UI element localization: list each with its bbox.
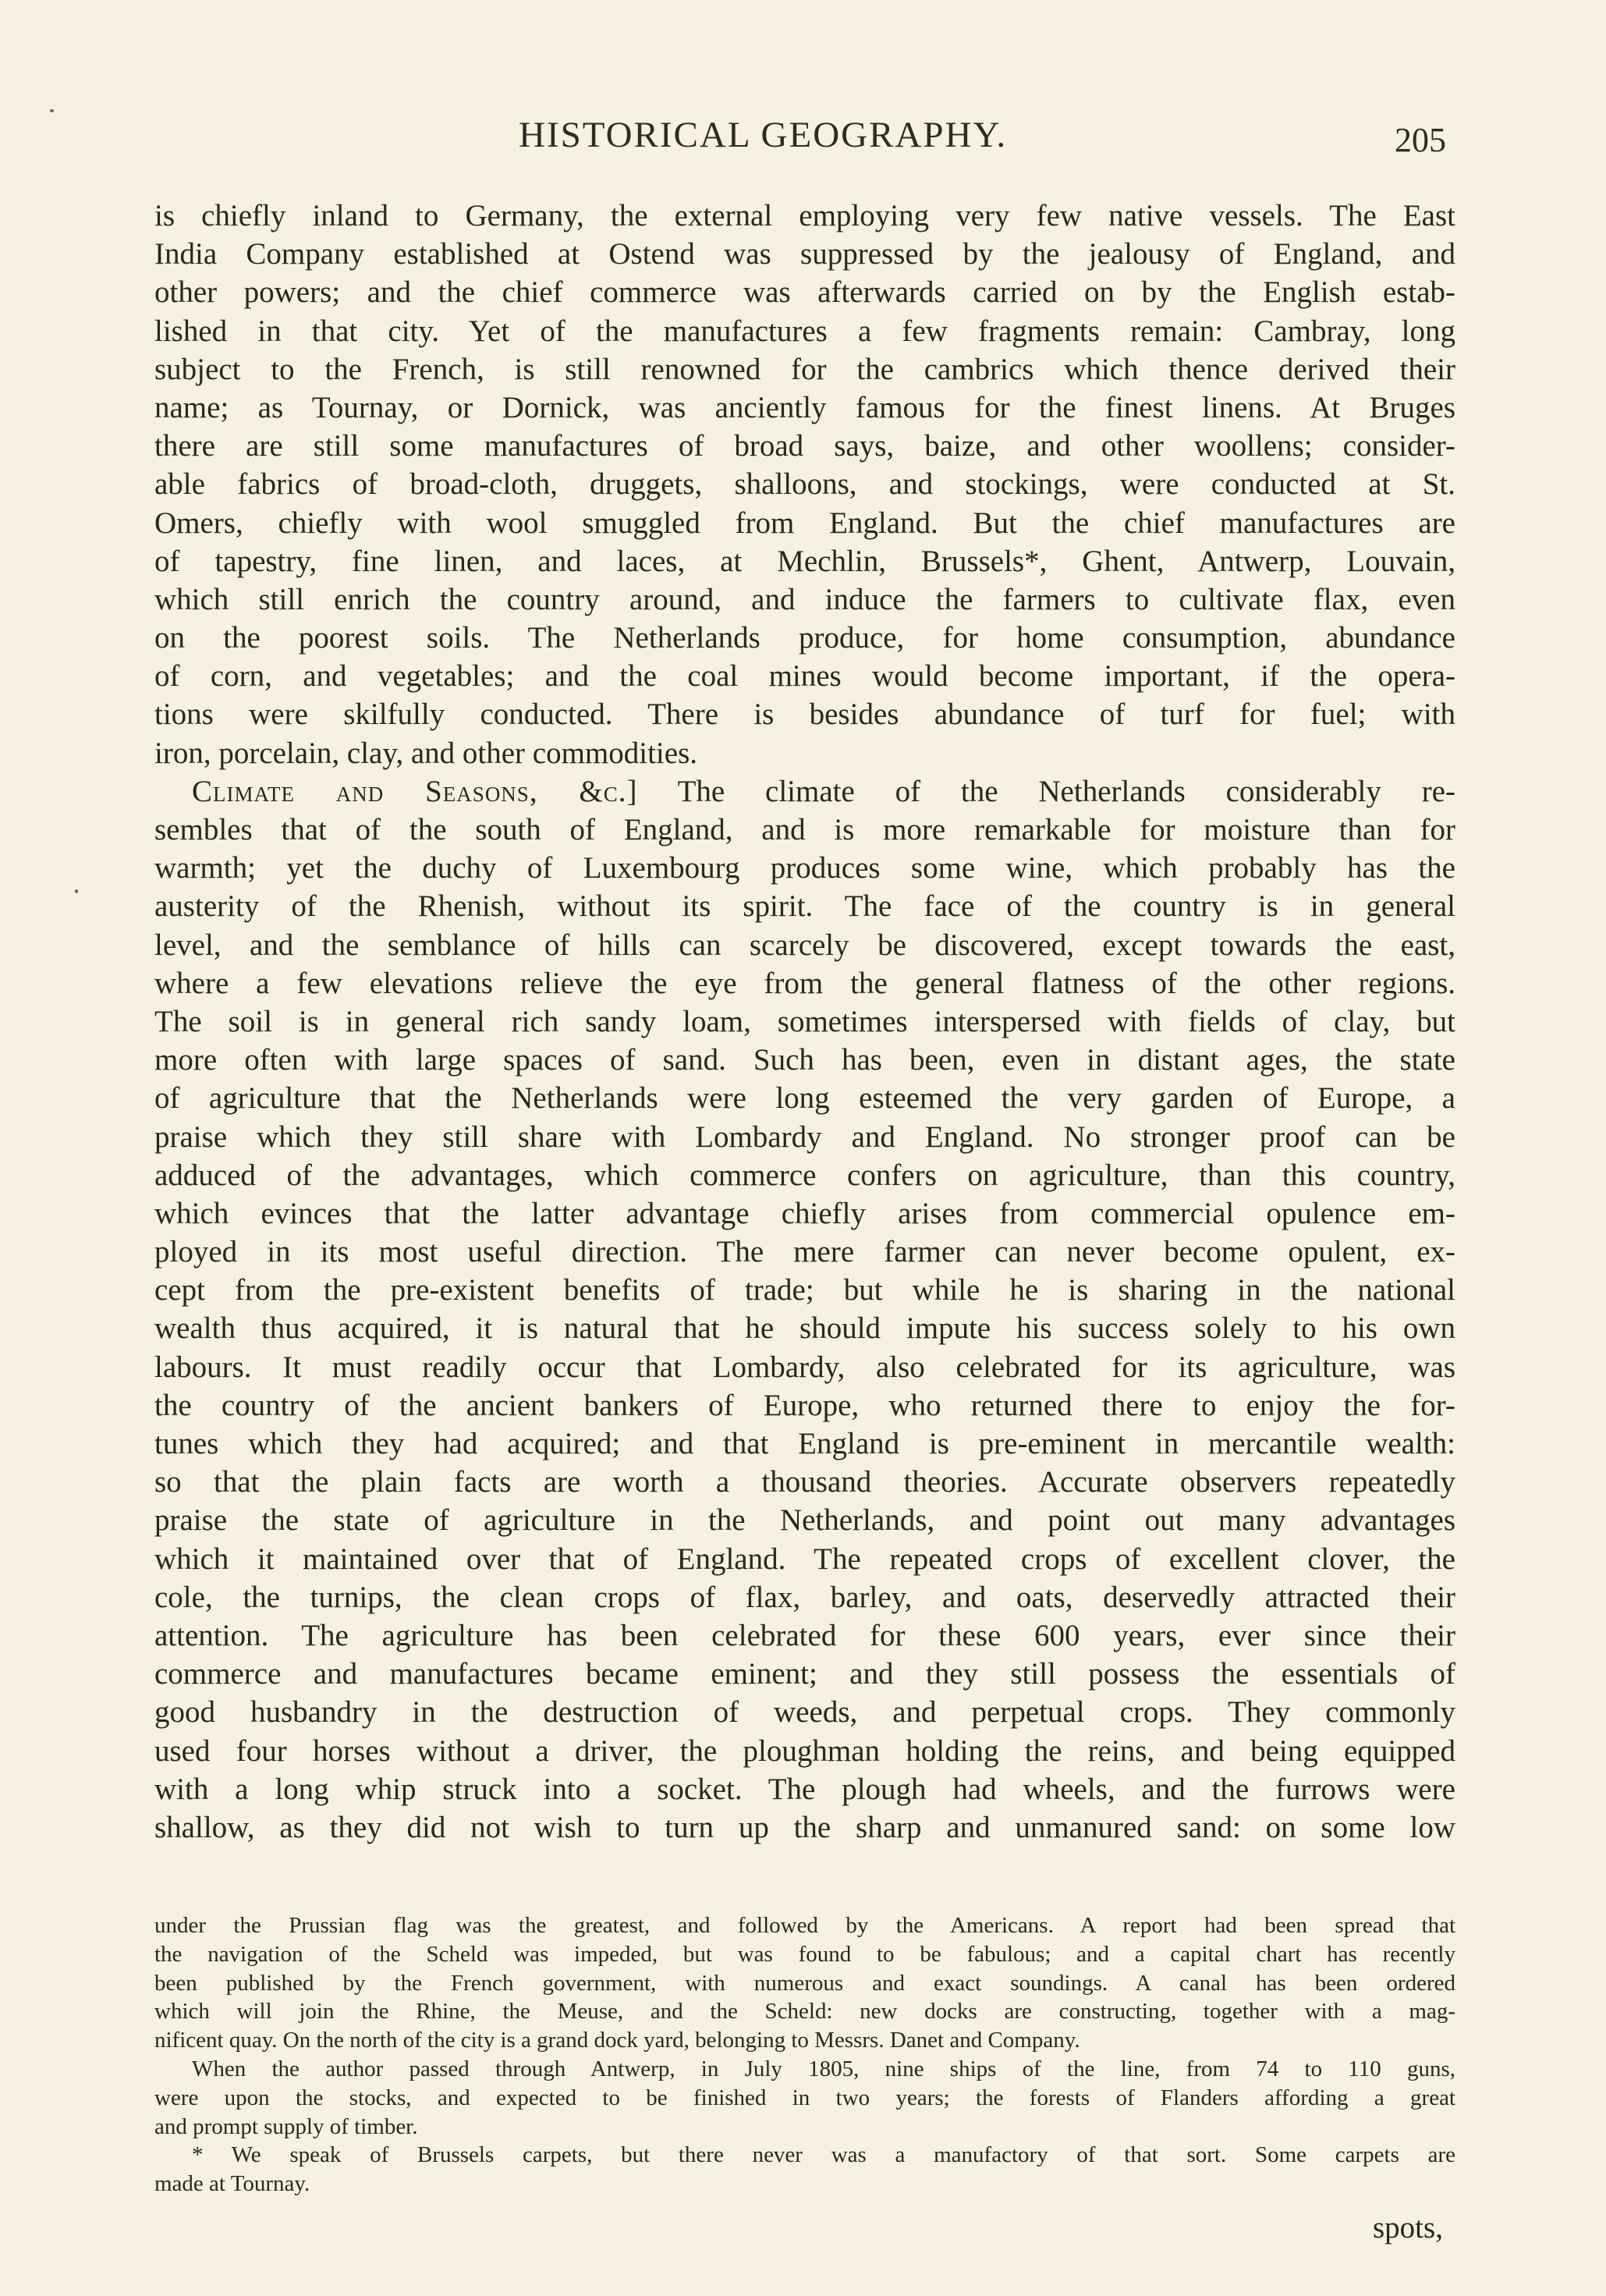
- footnote-line: When the author passed through Antwerp, in July 1805, nine ships of the line, from 74 to 110 guns,: [192, 2056, 1455, 2081]
- section-line: which it maintained over that of England. The repeated crops of excellent clover, the: [154, 1542, 1455, 1576]
- section-line: The climate of the Netherlands considerably re-: [677, 774, 1455, 808]
- section-line: attention. The agriculture has been celebrated for these 600 years, ever since their: [154, 1618, 1455, 1652]
- body-line: there are still some manufactures of broad says, baize, and other woollens; consider-: [154, 429, 1455, 463]
- running-head: [0, 114, 1606, 161]
- section-line: austerity of the Rhenish, without its spirit. The face of the country is in general: [154, 889, 1455, 924]
- footnote-line: and prompt supply of timber.: [154, 2113, 418, 2139]
- body-line: which still enrich the country around, and induce the farmers to cultivate flax, even: [154, 582, 1455, 616]
- body-line: subject to the French, is still renowned for the cambrics which thence derived their: [154, 352, 1455, 386]
- body-line: tions were skilfully conducted. There is besides abundance of turf for fuel; with: [154, 697, 1455, 732]
- body-line: is chiefly inland to Germany, the external employing very few native vessels. The East: [154, 199, 1455, 232]
- section-line: the country of the ancient bankers of Europe, who returned there to enjoy the for-: [154, 1388, 1455, 1422]
- section-line: commerce and manufactures became eminent; and they still possess the essentials of: [154, 1657, 1455, 1691]
- section-line: with a long whip struck into a socket. The plough had wheels, and the furrows were: [154, 1772, 1455, 1806]
- footnote-carpets: * We speak of Brussels carpets, but there never was a manufactory of that sort. Some carpets are: [192, 2142, 1455, 2168]
- section-line: so that the plain facts are worth a thousand theories. Accurate observers repeatedly: [154, 1465, 1455, 1499]
- section-line: adduced of the advantages, which commerce confers on agriculture, than this country,: [154, 1158, 1455, 1192]
- section-line: cole, the turnips, the clean crops of flax, barley, and oats, deservedly attracted their: [154, 1580, 1455, 1614]
- section-line: shallow, as they did not wish to turn up the sharp and unmanured sand: on some low: [154, 1810, 1455, 1844]
- body-line: other powers; and the chief commerce was afterwards carried on by the English estab-: [154, 275, 1455, 310]
- section-heading: Climate and Seasons, &c.]: [192, 774, 638, 808]
- section-first-line: [154, 772, 1455, 811]
- body-line: able fabrics of broad-cloth, druggets, shalloons, and stockings, were conducted at St.: [154, 467, 1455, 502]
- body-line: of corn, and vegetables; and the coal mines would become important, if the opera-: [154, 659, 1455, 694]
- catchword: spots,: [1373, 2211, 1443, 2245]
- running-head-title: HISTORICAL GEOGRAPHY.: [519, 115, 1008, 155]
- main-text-block: [154, 197, 1455, 1847]
- section-line: wealth thus acquired, it is natural that he should impute his success solely to his own: [154, 1311, 1455, 1346]
- body-line: lished in that city. Yet of the manufactures a few fragments remain: Cambray, long: [154, 314, 1455, 348]
- section-line: praise which they still share with Lombardy and England. No stronger proof can be: [154, 1120, 1455, 1154]
- section-line: labours. It must readily occur that Lombardy, also celebrated for its agriculture, was: [154, 1350, 1455, 1384]
- paper-speck: [50, 109, 54, 112]
- page-number: 205: [1395, 121, 1446, 159]
- footnote-line: which will join the Rhine, the Meuse, and the Scheld: new docks are constructing, together with a mag-: [154, 1999, 1455, 2025]
- body-line: name; as Tournay, or Dornick, was anciently famous for the finest linens. At Bruges: [154, 390, 1455, 424]
- section-line: warmth; yet the duchy of Luxembourg produces some wine, which probably has the: [154, 851, 1455, 885]
- section-line: tunes which they had acquired; and that England is pre-eminent in mercantile wealth:: [154, 1427, 1455, 1460]
- section-line: praise the state of agriculture in the Netherlands, and point out many advantages: [154, 1503, 1455, 1538]
- body-line: of tapestry, fine linen, and laces, at Mechlin, Brussels*, Ghent, Antwerp, Louvain,: [154, 544, 1455, 578]
- footnote-line: been published by the French government, with numerous and exact soundings. A canal has been ordered: [154, 1970, 1455, 1996]
- footnotes-block: [154, 1911, 1455, 2198]
- section-line: good husbandry in the destruction of weeds, and perpetual crops. They commonly: [154, 1695, 1455, 1730]
- paper-speck: [75, 889, 78, 893]
- section-line: sembles that of the south of England, and is more remarkable for moisture than for: [154, 813, 1455, 846]
- body-line: iron, porcelain, clay, and other commodities.: [154, 736, 698, 770]
- footnote-line: under the Prussian flag was the greatest, and followed by the Americans. A report had been spread that: [154, 1913, 1455, 1938]
- section-line: which evinces that the latter advantage chiefly arises from commercial opulence em-: [154, 1196, 1455, 1230]
- section-line: used four horses without a driver, the ploughman holding the reins, and being equipped: [154, 1734, 1455, 1768]
- footnote-line: were upon the stocks, and expected to be finished in two years; the forests of Flanders affording a great: [154, 2085, 1455, 2110]
- footnote-line: the navigation of the Scheld was impeded, but was found to be fabulous; and a capital chart has recently: [154, 1941, 1455, 1967]
- body-line: on the poorest soils. The Netherlands produce, for home consumption, abundance: [154, 621, 1455, 655]
- section-line: more often with large spaces of sand. Such has been, even in distant ages, the state: [154, 1043, 1455, 1077]
- section-line: ployed in its most useful direction. The mere farmer can never become opulent, ex-: [154, 1235, 1455, 1269]
- footnote-line: made at Tournay.: [154, 2171, 310, 2197]
- section-line: where a few elevations relieve the eye from the general flatness of the other regions.: [154, 966, 1455, 1000]
- section-line: The soil is in general rich sandy loam, sometimes interspersed with fields of clay, but: [154, 1004, 1455, 1038]
- section-line: level, and the semblance of hills can scarcely be discovered, except towards the east,: [154, 928, 1455, 962]
- section-line: cept from the pre-existent benefits of trade; but while he is sharing in the national: [154, 1273, 1455, 1308]
- footnote-line: nificent quay. On the north of the city is a grand dock yard, belonging to Messrs. Danet and Company.: [154, 2028, 1080, 2053]
- body-line: Omers, chiefly with wool smuggled from England. But the chief manufactures are: [154, 506, 1455, 540]
- section-line: of agriculture that the Netherlands were long esteemed the very garden of Europe, a: [154, 1081, 1455, 1116]
- body-line: India Company established at Ostend was suppressed by the jealousy of England, and: [154, 237, 1455, 271]
